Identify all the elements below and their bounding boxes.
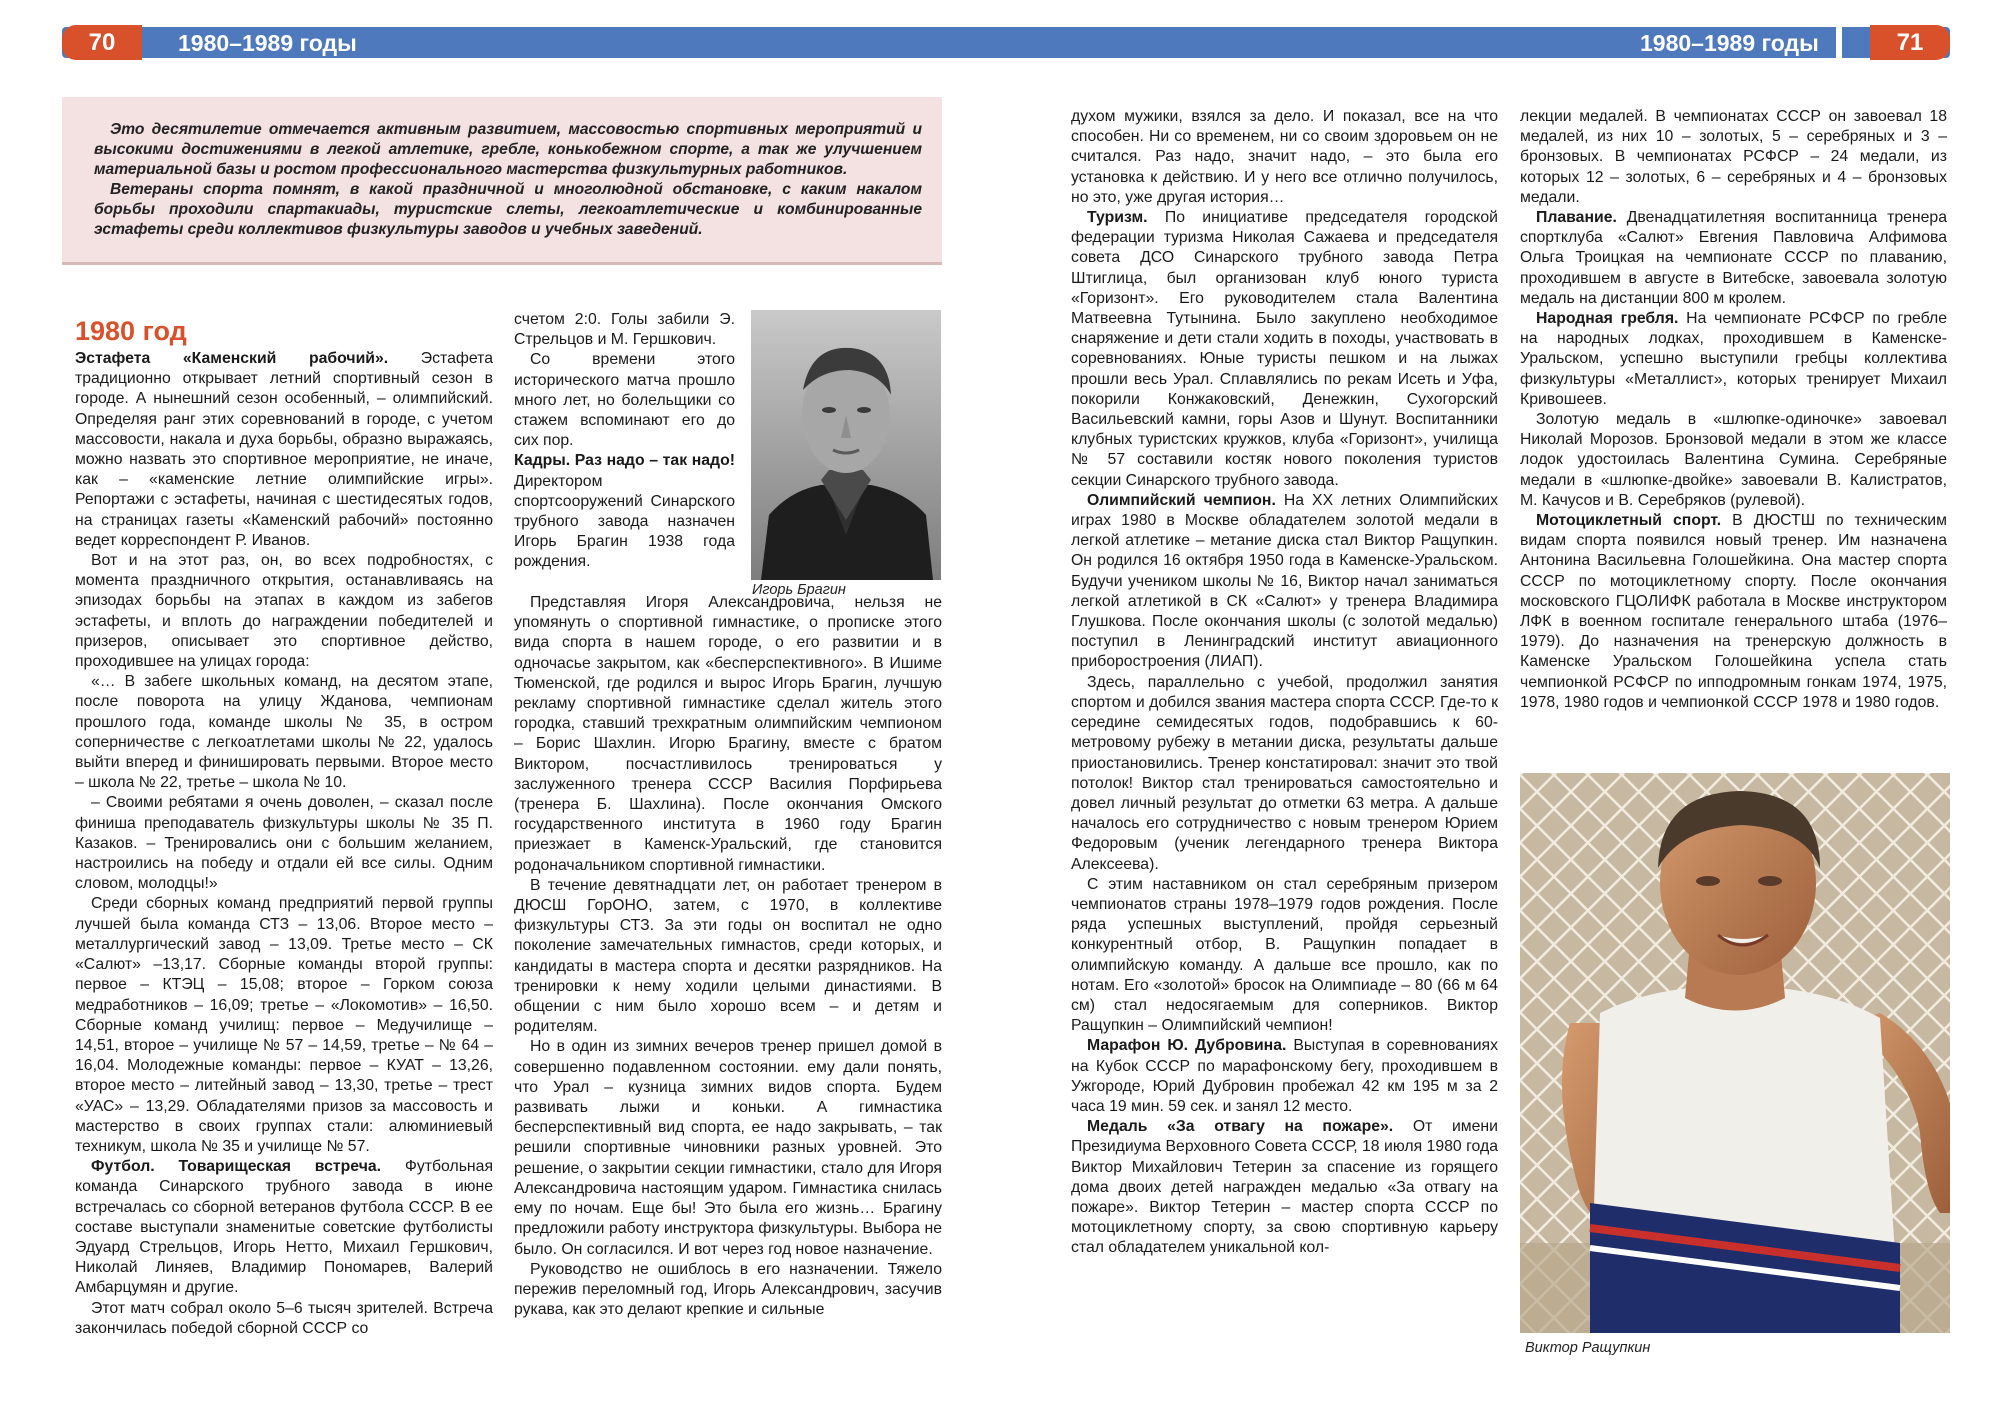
paragraph: «… В забеге школьных команд, на десятом этапе, после поворота на улицу Жданова, чемпионам прошлого года, команде школы № 35, в остром соперничестве с легкоатлетами школы № 22, удалось выйти вперед и финишировать первыми. Второе место – школа № 22, третье – школа № 10. (75, 673, 493, 792)
article-medal (1071, 1117, 1498, 1258)
article-title: Плавание. (1536, 209, 1617, 227)
article-marafon (1071, 1036, 1498, 1117)
paragraph: Руководство не ошиблось в его назначении. Тяжело пережив переломный год, Игорь Александрович, засучив рукава, как это делают крепкие и сильные (514, 1260, 942, 1319)
article-text: Футбольная команда Синарского трубного завода в июне встречалась со сборной ветеранов футбола СССР. В ее составе выступали знаменитые советские футболисты Эдуард Стрельцов, Игорь Нетто, Михаил Гершкович, Николай Линяев, Владимир Пономарев, Валерий Амбарцумян и другие. (75, 1158, 493, 1297)
article-text: В ДЮСТШ по техническим видам спорта появился новый тренер. Им назначена Антонина Васильевна Голошейкина. Она мастер спорта СССР по мотоциклетному спорту. После окончания московского ГЦОЛИФК работала в Москве инструктором ЛФК в военном госпитале генерального штаба (1976–1979). До назначения на тренерскую должность в Каменске Уральском Голошейкина успела стать чемпионкой РСФСР по ипподромным гонкам 1974, 1975, 1978, 1980 годов и чемпионкой СССР 1978 и 1980 годов. (1520, 512, 1947, 711)
paragraph: Этот матч собрал около 5–6 тысяч зрителей. Встреча закончилась победой сборной СССР со (75, 1299, 493, 1337)
article-kadry (514, 451, 735, 572)
article-football (75, 1157, 493, 1298)
article-text: На XX летних Олимпийских играх 1980 в Москве обладателем золотой медали в легкой атлетике – метание диска стал Виктор Ращупкин. Он родился 16 октября 1950 года в Каменске-Уральском. Будучи учеником школы № 16, Виктор начал заниматься легкой атлетикой в СК «Салют» у тренера Владимира Глушкова. После окончания школы (с золотой медалью) поступил в Ленинградский институт авиационного приборостроения (ЛИАП). (1071, 491, 1498, 671)
paragraph: лекции медалей. В чемпионатах СССР он завоевал 18 медалей, из них 10 – золотых, 5 – серебряных и 3 – бронзовых. В чемпионатах РСФСР – 24 медали, из которых 12 – золотых, 6 – серебряных и 4 – бронзовых медали. (1520, 108, 1947, 206)
article-text: Директором спортсооружений Синарского трубного завода назначен Игорь Брагин 1938 года рождения. (514, 472, 735, 571)
column-4 (1520, 107, 1947, 713)
paragraph: счетом 2:0. Голы забили Э. Стрельцов и М. Гершкович. (514, 311, 735, 349)
intro-paragraph: Ветераны спорта помнят, в какой праздничной и многолюдной обстановке, с каким накалом борьбы проходили спартакиады, туристские слеты, легкоатлетические и комбинированные эстафеты среди коллективов физкультуры заводов и учебных заведений. (94, 181, 922, 238)
article-title: Мотоциклетный спорт. (1536, 512, 1722, 530)
article-text: По инициативе председателя городской федерации туризма Николая Сажаева и председателя совета ДСО Синарского трубного завода Петра Штиглица, был организован клуб юного туриста «Горизонт». Его руководителем стала Валентина Матвеевна Тутынина. Было закуплено необходимое снаряжение и дети стали ходить в походы, участвовать в соревнованиях. Юные туристы пешком и на лыжах прошли весь Урал. Сплавлялись по рекам Исеть и Уфа, покорили Конжаковский, Денежкин, Сухогорский Васильевский камни, горы Азов и Шунут. Воспитанники клубных туристских кружков, клуба «Горизонт», училища № 57 составили костяк нового поколения туристов секции Синарского трубного завода. (1071, 209, 1498, 489)
portrait-image (751, 310, 941, 580)
paragraph: Но в один из зимних вечеров тренер пришел домой в совершенно подавленном состоянии. ему дали понять, что Урал – кузница зимних видов спорта. Будем развивать лыжи и коньки. А гимнастика бесперспективный вид спорта, ее надо закрывать, – так решили спортивные чиновники разных уровней. Это решение, о закрытии секции гимнастики, стало для Игоря Александровича настоящим ударом. Гимнастика снилась ему по ночам. Еще бы! Это была его жизнь… Брагину предложили работу инструктора физкультуры. Выбора не было. Он согласился. И вот через год новое назначение. (514, 1038, 942, 1258)
article-text: Выступая в соревнованиях на Кубок СССР по марафонскому бегу, проходившем в Ужгороде, Юрий Дубровин пробежал 42 км 195 м за 2 часа 19 мин. 59 сек. и занял 12 место. (1071, 1037, 1498, 1115)
photo-caption-bragin: Игорь Брагин (752, 582, 846, 598)
article-plavanie (1520, 208, 1947, 309)
column-2 (514, 593, 942, 1320)
title-separator (1836, 27, 1842, 58)
photo-caption-rashchupkin: Виктор Ращупкин (1525, 1340, 1651, 1356)
article-title: Футбол. Товарищеская встреча. (91, 1158, 382, 1176)
article-title: Кадры. Раз надо – так надо! (514, 452, 735, 470)
running-title-right: 1980–1989 годы (1640, 30, 1819, 56)
paragraph: – Своими ребятами я очень доволен, – сказал после финиша преподаватель физкультуры школы № 35 П. Казаков. – Тренировались они с большим желанием, настроились на победу и отдали ей все силы. Одним словом, молодцы!» (75, 794, 493, 893)
column-3 (1071, 107, 1498, 1259)
article-moto (1520, 511, 1947, 713)
article-grebla (1520, 309, 1947, 410)
column-1 (75, 349, 493, 1339)
paragraph: С этим наставником он стал серебряным призером чемпионатов страны 1978–1979 годов рождения. После ряда успешных выступлений, пройдя серьезный конкурентный отбор, В. Ращупкин попадает в олимпийскую команду. А дальше все прошло, как по нотам. Его «золотой» бросок на Олимпиаде – 80 (66 м 64 см) стал недосягаемым для соперников. Виктор Ращупкин – Олимпийский чемпион! (1071, 875, 1498, 1035)
paragraph: духом мужики, взялся за дело. И показал, все на что способен. Ни со временем, ни со своим здоровьем он не считался. Раз надо, значит надо, – это была его установка к действию. И у него все отлично получилось, но это, уже другая история… (1071, 108, 1498, 206)
article-title: Медаль «За отвагу на пожаре». (1087, 1118, 1394, 1136)
paragraph: Здесь, параллельно с учебой, продолжил занятия спортом и добился звания мастера спорта СССР. Где-то к середине семидесятых годов, подобравшись к 60-метровому рубежу в метании диска, результаты дальше приостановились. Тренер констатировал: значит это твой потолок! Виктор стал тренироваться самостоятельно и довел личный результат до отметки 63 метра. А дальше началось его сотрудничество с новым тренером Юрием Федоровым (ученик легендарного тренера Виктора Алексеева). (1071, 673, 1498, 873)
page-number-left: 70 (62, 25, 142, 60)
intro-box (62, 97, 942, 265)
paragraph: Вот и на этот раз, он, во всех подробностях, с момента праздничного открытия, останавливаясь на эпизодах борьбы на этапах в каждом из забегов эстафеты, и вплоть до награждении победителей и призеров, описывает это спортивное действо, проходившее на улицах города: (75, 552, 493, 671)
article-title: Эстафета «Каменский рабочий». (75, 350, 389, 367)
article-text: На чемпионате РСФСР по гребле на народных лодках, проходившем в Каменске-Уральском, успешно выступили гребцы коллектива физкультуры «Металлист», которых тренирует Михаил Кривошеев. (1520, 310, 1947, 408)
photo-viktor-rashchupkin (1520, 773, 1950, 1333)
running-title-left: 1980–1989 годы (178, 30, 357, 56)
column-2-top (514, 310, 735, 573)
paragraph: Золотую медаль в «шлюпке-одиночке» завоевал Николай Морозов. Бронзовой медали в этом же классе лодок удостоилась Валентина Сумина. Серебряные медали в «шлюпке-двойке» завоевали В. Калистратов, М. Качусов и В. Серебряков (рулевой). (1520, 411, 1947, 509)
article-estafeta (75, 349, 493, 551)
paragraph: Среди сборных команд предприятий первой группы лучшей была команда СТЗ – 13,06. Второе место – металлургический завод – 13,09. Третье место – СК «Салют» –13,17. Сборные команды второй группы: первое – КТЭЦ – 15,08; второе – Горком союза медработников – 16,09; третье – «Локомотив» – 16,50. Сборные команд училищ: первое – Медучилище – 14,51, второе – училище № 57 – 14,59, третье – № 64 – 16,04. Молодежные команды: первое – КУАТ – 13,26, второе место – литейный завод – 13,30, третье – трест «УАС» – 13,29. Обладателями призов за массовость и мастерство в своих группах стали: алюминиевый техникум, школа № 35 и училище № 57. (75, 895, 493, 1155)
article-text: Двенадцатилетняя воспитанница тренера спортклуба «Салют» Евгения Павловича Алфимова Ольга Троицкая на чемпионате СССР по плаванию, проходившем в августе в Витебске, завоевала золотую медаль на дистанции 800 м кролем. (1520, 209, 1947, 307)
paragraph: Со времени этого исторического матча прошло много лет, но болельщики со стажем вспоминают его до сих пор. (514, 351, 735, 450)
article-title: Олимпийский чемпион. (1087, 491, 1276, 509)
photo-igor-bragin (751, 310, 941, 580)
article-text: От имени Президиума Верховного Совета СССР, 18 июля 1980 года Виктор Михайлович Тетерин за спасение из горящего дома двоих детей награжден медалью «За отвагу на пожаре». Виктор Тетерин – мастер спорта СССР по мотоциклетному спорту, за свою спортивную карьеру стал обладателем уникальной кол- (1071, 1118, 1498, 1257)
year-heading: 1980 год (75, 316, 187, 346)
article-title: Марафон Ю. Дубровина. (1087, 1037, 1287, 1055)
article-turizm (1071, 208, 1498, 491)
page-number-right: 71 (1870, 25, 1950, 60)
article-olymp (1071, 491, 1498, 673)
intro-paragraph: Это десятилетие отмечается активным развитием, массовостью спортивных мероприятий и высокими достижениями в легкой атлетике, гребле, конькобежном спорте, а так же улучшением материальной базы и ростом профессионального мастерства физкультурных работников. (94, 121, 922, 178)
article-text: Эстафета традиционно открывает летний спортивный сезон в городе. А нынешний сезон особенный, – олимпийский. Определяя ранг этих соревнований в городе, с учетом массовости, накала и духа борьбы, образно выражаясь, можно назвать это спортивное мероприятие, не иначе, как – «каменские летние олимпийские игры». Репортажи с эстафеты, начиная с шестидесятых годов, на страницах газеты «Каменский рабочий» постоянно ведет корреспондент Р. Иванов. (75, 350, 493, 549)
athlete-image (1520, 773, 1950, 1333)
paragraph: В течение девятнадцати лет, он работает тренером в ДЮСШ ГорОНО, затем, с 1970, в коллективе физкультуры СТЗ. За эти годы он воспитал не одно поколение замечательных гимнастов, среди которых, и кандидаты в мастера спорта и десятки разрядников. На тренировки к нему ходили целыми династиями. В общении с ним было хорошо всем – и детям и родителям. (514, 876, 942, 1036)
article-title: Народная гребля. (1536, 310, 1679, 328)
article-title: Туризм. (1087, 209, 1148, 227)
paragraph: Представляя Игоря Александровича, нельзя не упомянуть о спортивной гимнастике, о прописке этого вида спорта в нашем городе, о его развитии и в одночасье закрытом, как «бесперспективного». В Ишиме Тюменской, где родился и вырос Игорь Брагин, лучшую рекламу спортивной гимнастике сделал житель этого городка, ставший трехкратным олимпийским чемпионом – Борис Шахлин. Игорю Брагину, вместе с братом Виктором, посчастливилось тренироваться у заслуженного тренера СССР Василия Порфирьева (тренера Б. Шахлина). После окончания Омского государственного института в 1960 году Брагин приезжает в Каменск-Уральский, где становится родоначальником спортивной гимнастики. (514, 594, 942, 874)
